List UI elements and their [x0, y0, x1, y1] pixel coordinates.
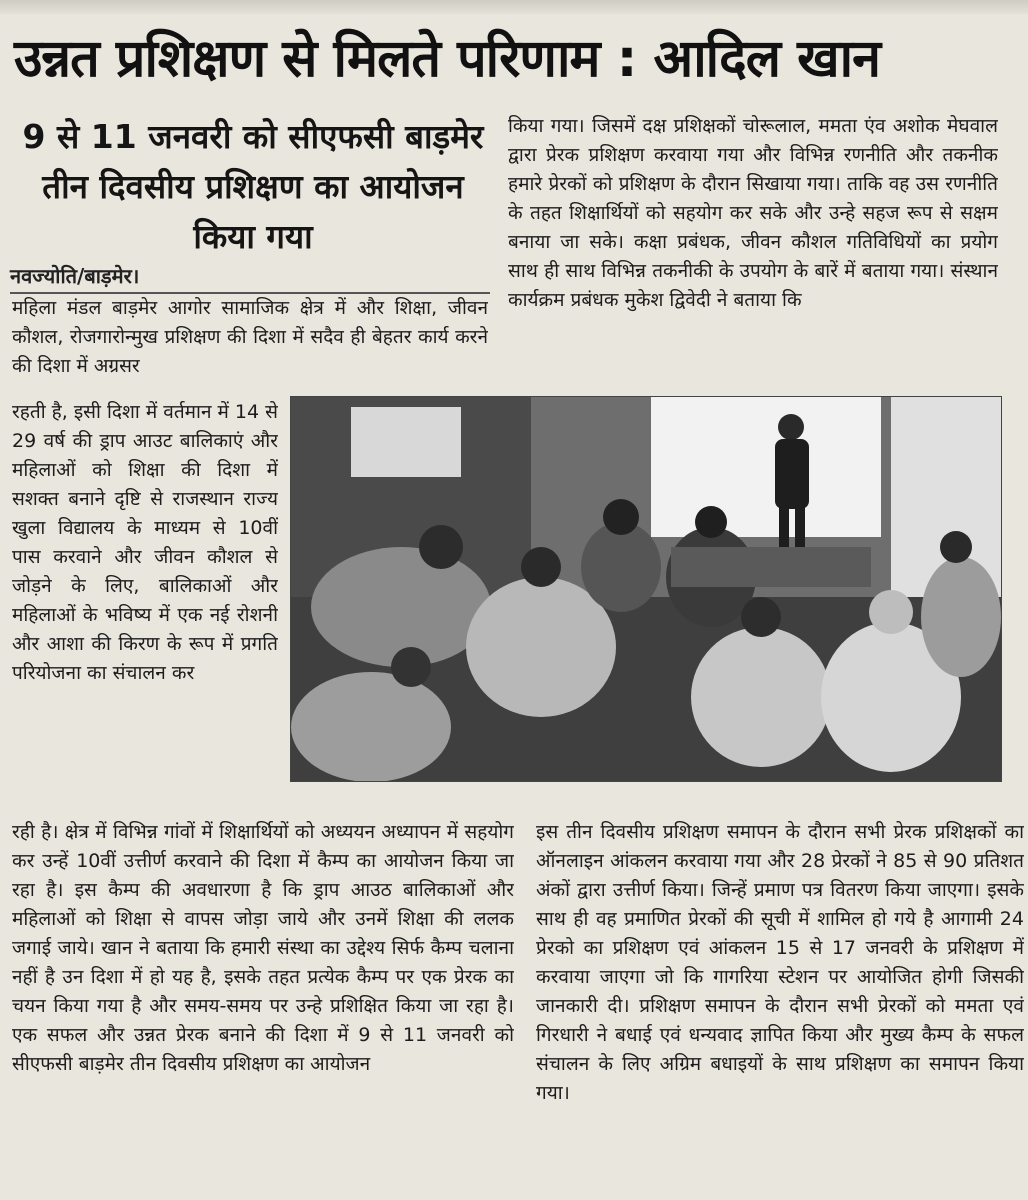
- paragraph: रही है। क्षेत्र में विभिन्न गांवों में शिक्षार्थियों को अध्ययन अध्यापन में सहयोग कर उन्हें 10वीं उत्तीर्ण करवाने की दिशा में कैम्प का आयोजन किया जा रहा है। इस कैम्प की अवधारणा है कि ड्राप आउठ बालिकाओं और महिलाओं को शिक्षा से वापस जोड़ा जाये और उनमें शिक्षा की ललक जगाई जाये। खान ने बताया कि हमारी संस्था का उद्देश्य सिर्फ कैम्प चलाना नहीं है उन दिशा में हो यह है, इसके तहत प्रत्येक कैम्प पर एक प्रेरक का चयन किया गया है और समय-समय पर उन्हे प्रशिक्षित किया जा रहा है। एक सफल और उन्नत प्रेरक बनाने की दिशा में 9 से 11 जनवरी को सीएफसी बाड़मेर तीन दिवसीय प्रशिक्षण का आयोजन: [12, 821, 514, 1075]
- photo-projection-screen: [651, 397, 881, 537]
- byline: नवज्योति/बाड़मेर।: [10, 262, 490, 294]
- paragraph: रहती है, इसी दिशा में वर्तमान में 14 से 29 वर्ष की ड्राप आउट बालिकाएं और महिलाओं को शिक्षा की दिशा में सशक्त बनाने दृष्टि से राजस्थान राज्य खुला विद्यालय के माध्यम से 10वीं पास करवाने और जीवन कौशल से जोड़ने के लिए, बालिकाओं और महिलाओं के भविष्य में एक नई रोशनी और आशा की किरण के रूप में प्रगति परियोजना का संचालन कर: [12, 401, 278, 684]
- paragraph: इस तीन दिवसीय प्रशिक्षण समापन के दौरान सभी प्रेरक प्रशिक्षकों का ऑनलाइन आंकलन करवाया गया और 28 प्रेरकों ने 85 से 90 प्रतिशत अंकों द्वारा उत्तीर्ण किया। जिन्हें प्रमाण पत्र वितरण किया जाएगा। इसके साथ ही वह प्रमाणित प्रेरकों की सूची में शामिल हो गये है आगामी 24 प्रेरको का प्रशिक्षण एवं आंकलन 15 से 17 जनवरी के प्रशिक्षण में करवाया जाएगा जो कि गागरिया स्टेशन पर आयोजित होगी जिसकी जानकारी दी। प्रशिक्षण समापन के दौरान सभी प्रेरकों को ममता एवं गिरधारी ने बधाई एवं धन्यवाद ज्ञापित किया और मुख्य कैम्प के सफल संचालन के लिए अग्रिम बधाइयों के साथ प्रशिक्षण का समापन किया गया।: [536, 821, 1024, 1104]
- headline: उन्नत प्रशिक्षण से मिलते परिणाम : आदिल खान: [14, 29, 880, 89]
- article-column-right-top: [508, 112, 998, 382]
- article-column-left-bottom: [12, 818, 514, 1198]
- article-column-right-bottom: [536, 818, 1024, 1198]
- page-top-edge: [0, 0, 1028, 14]
- photo-table: [671, 547, 871, 587]
- paragraph: महिला मंडल बाड़मेर आगोर सामाजिक क्षेत्र में और शिक्षा, जीवन कौशल, रोजगारोन्मुख प्रशिक्षण की दिशा में सदैव ही बेहतर कार्य करने की दिशा में अग्रसर: [12, 297, 488, 377]
- photo-window: [351, 407, 461, 477]
- training-session-photo: [290, 396, 1002, 782]
- article-column-left-wrap: [12, 398, 278, 816]
- photo-illustration: [291, 397, 1001, 781]
- article-column-left-top: [12, 294, 488, 382]
- subheadline: 9 से 11 जनवरी को सीएफसी बाड़मेर तीन दिवसीय प्रशिक्षण का आयोजन किया गया: [22, 117, 484, 256]
- paragraph: किया गया। जिसमें दक्ष प्रशिक्षकों चोरूलाल, ममता एंव अशोक मेघवाल द्वारा प्रेरक प्रशिक्षण करवाया गया और विभिन्न रणनीति और तकनीक हमारे प्रेरकों को प्रशिक्षण के दौरान सिखाया गया। ताकि वह उस रणनीति के तहत शिक्षार्थियों को सहयोग कर सके और उन्हे सहज रूप से सक्षम बनाया जा सके। कक्षा प्रबंधक, जीवन कौशल गतिविधियों का प्रयोग साथ ही साथ विभिन्न तकनीकी के उपयोग के बारें में बताया गया। संस्थान कार्यक्रम प्रबंधक मुकेश द्विवेदी ने बताया कि: [508, 115, 998, 311]
